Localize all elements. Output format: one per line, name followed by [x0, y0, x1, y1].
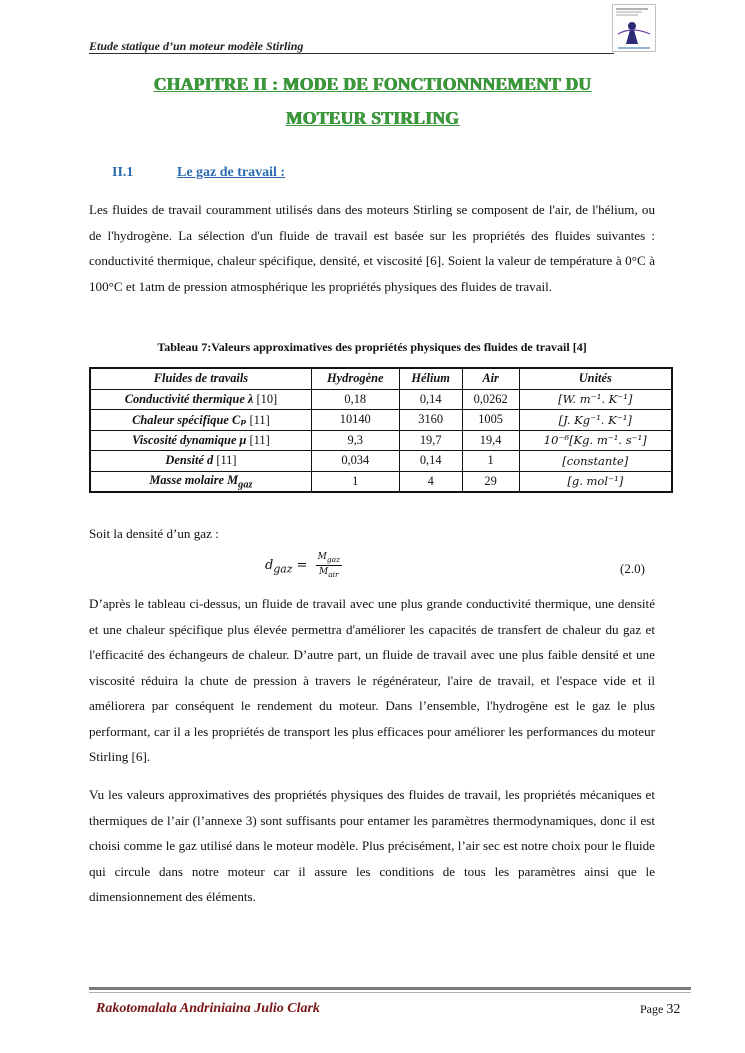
footer-author: Rakotomalala Andriniaina Julio Clark — [96, 1001, 320, 1016]
page-number: Page 32 — [640, 1002, 681, 1017]
equation-number: (2.0) — [620, 561, 645, 576]
column-header: Hélium — [399, 368, 462, 389]
table-cell: 10140 — [311, 410, 399, 431]
row-label: Masse molaire $M_{gaz}$ — [90, 471, 311, 492]
table-cell: 9,3 — [311, 430, 399, 451]
row-label: Chaleur spécifique Cₚ [11] — [90, 410, 311, 431]
table-row — [90, 471, 672, 492]
table-cell: 1 — [311, 471, 399, 492]
table-cell: 1005 — [462, 410, 519, 431]
table-caption: Tableau 7:Valeurs approximatives des propriétés physiques des fluides de travail [4] — [157, 340, 587, 354]
table-cell: 0,14 — [399, 451, 462, 472]
table-cell: 29 — [462, 471, 519, 492]
paragraph-conclusion: Vu les valeurs approximatives des propriétés physiques des fluides de travail, les propriétés mécaniques et thermiques de l’air (l’annexe 3) sont suffisants pour entamer les paramètres thermodynamiques, donc il est choisi comme le gaz utilisé dans le moteur modèle. Plus précisément, l’air sec est notre choix pour le fluide qui circule dans notre moteur car il assure les conditions de tous les paramètres ainsi que le dimensionnement des éléments. — [89, 787, 655, 904]
table-row — [90, 430, 672, 451]
footer-rule — [89, 987, 691, 990]
density-intro: Soit la densité d’un gaz : — [89, 526, 219, 541]
table-cell: 0,0262 — [462, 389, 519, 410]
column-header: Unités — [519, 368, 672, 389]
table-cell: 4 — [399, 471, 462, 492]
column-header: Hydrogène — [311, 368, 399, 389]
unit-cell: [g. mol⁻¹] — [519, 471, 672, 492]
row-label: Densité d [11] — [90, 451, 311, 472]
table-row — [90, 410, 672, 431]
paragraph-analysis: D’après le tableau ci-dessus, un fluide de travail avec une plus grande conductivité thermique, une densité et une chaleur spécifique plus élevée permettra d'améliorer les capacités de transfert de chaleur du gaz et l'efficacité des échangeurs de chaleur. D’autre part, un fluide de travail avec une plus faible densité et une viscosité réduira la chute de pression à travers le régénérateur, l'aire de travail, et l'espace vide et il améliorera par conséquent le rendement du moteur. Dans l’ensemble, l'hydrogène est le gaz le plus performant, car il a les propriétés de transport les plus efficaces pour améliorer les performances du moteur Stirling [6]. — [89, 596, 655, 764]
unit-cell: [constante] — [519, 451, 672, 472]
row-label: Conductivité thermique λ [10] — [90, 389, 311, 410]
column-header: Air — [462, 368, 519, 389]
table-cell: 3160 — [399, 410, 462, 431]
table-cell: 0,18 — [311, 389, 399, 410]
footer-rule-thin — [89, 992, 691, 993]
unit-cell: [W. m⁻¹. K⁻¹] — [519, 389, 672, 410]
table-cell: 19,4 — [462, 430, 519, 451]
table-cell: 0,034 — [311, 451, 399, 472]
paragraph-intro: Les fluides de travail couramment utilisés dans des moteurs Stirling se composent de l'air, de l'hélium, ou de l'hydrogène. La sélection d'un fluide de travail est basée sur les propriétés des fluides suivantes : conductivité thermique, chaleur spécifique, densité, et viscosité [6]. Soient la valeur de température à 0°C à 100°C et 1atm de pression atmosphérique les propriétés physiques des fluides de travail. — [89, 202, 655, 294]
header-rule — [89, 53, 614, 54]
table-cell: 19,7 — [399, 430, 462, 451]
properties-table — [89, 367, 673, 493]
chapter-title-line-2: MOTEUR STIRLING — [285, 108, 460, 128]
density-equation: $d_{gaz}$ = $\frac{M_{gaz}}{M_{air}}$ — [265, 552, 341, 579]
institution-logo-icon — [612, 4, 656, 52]
table-cell: 0,14 — [399, 389, 462, 410]
column-header: Fluides de travails — [90, 368, 311, 389]
chapter-title-line-1: CHAPITRE II : MODE DE FONCTIONNNEMENT DU — [153, 74, 592, 94]
table-header-row — [90, 368, 672, 389]
row-label: Viscosité dynamique μ [11] — [90, 430, 311, 451]
table-row — [90, 389, 672, 410]
unit-cell: [J. Kg⁻¹. K⁻¹] — [519, 410, 672, 431]
section-title: Le gaz de travail : — [177, 165, 286, 180]
table-cell: 1 — [462, 451, 519, 472]
running-header: Etude statique d’un moteur modèle Stirling — [89, 39, 304, 53]
unit-cell: 10⁻⁶[Kg. m⁻¹. s⁻¹] — [519, 430, 672, 451]
table-row — [90, 451, 672, 472]
section-number: II.1 — [112, 165, 134, 180]
